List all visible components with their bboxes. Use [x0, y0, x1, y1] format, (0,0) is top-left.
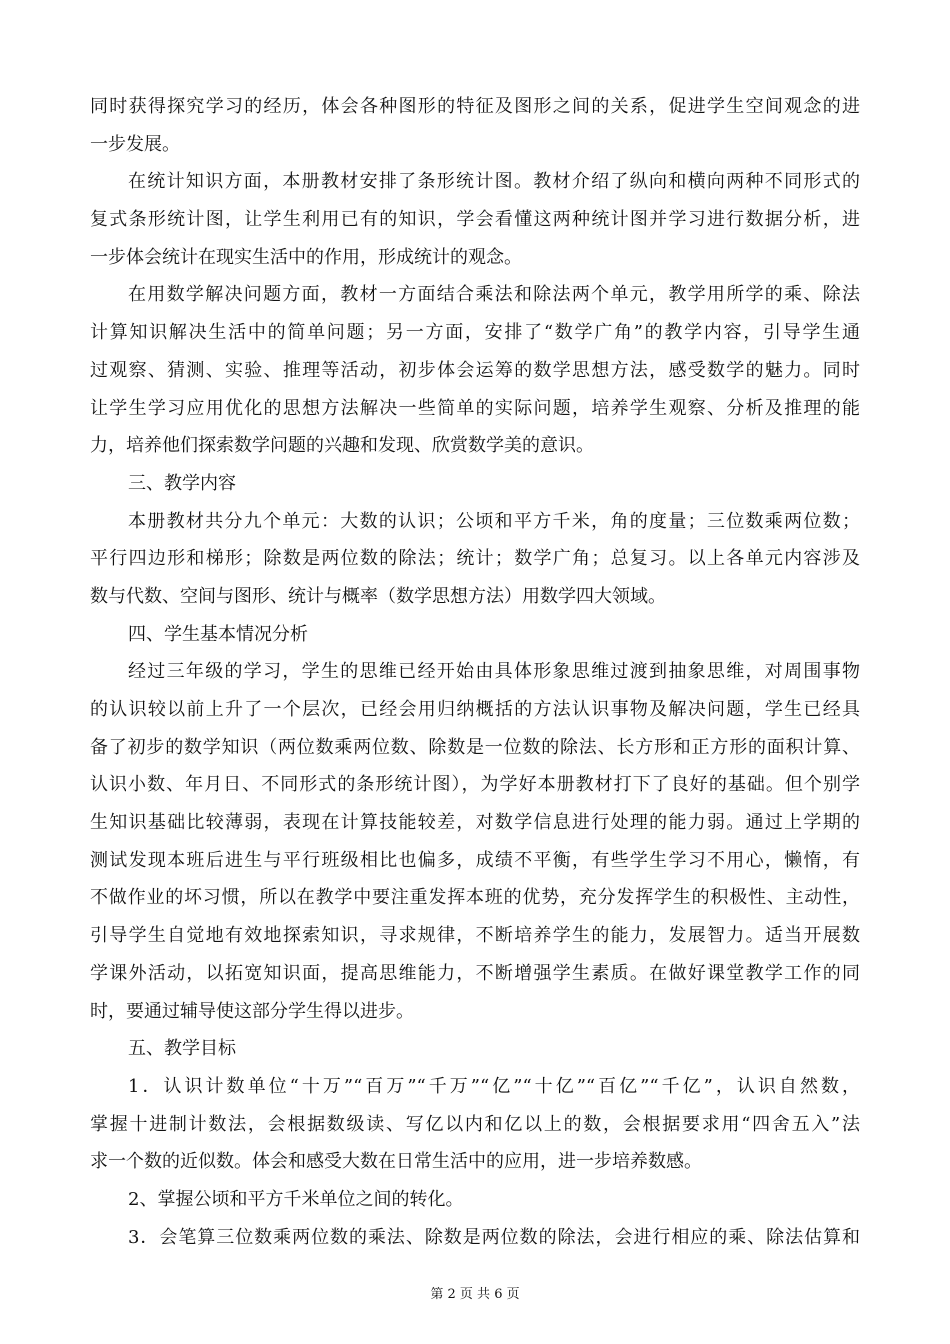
text-line: 3．会笔算三位数乘两位数的乘法、除数是两位数的除法，会进行相应的乘、除法估算和 — [128, 1226, 860, 1248]
text-line: 生知识基础比较薄弱，表现在计算技能较差，对数学信息进行处理的能力弱。通过上学期的 — [90, 812, 860, 834]
text-line: 复式条形统计图，让学生利用已有的知识，学会看懂这两种统计图并学习进行数据分析，进 — [90, 209, 860, 231]
text-line: 学课外活动，以拓宽知识面，提高思维能力，不断增强学生素质。在做好课堂教学工作的同 — [90, 962, 860, 984]
text-line: 一步体会统计在现实生活中的作用，形成统计的观念。 — [90, 246, 522, 268]
text-line: 过观察、猜测、实验、推理等活动，初步体会运筹的数学思想方法，感受数学的魅力。同时 — [90, 359, 860, 381]
text-line: 同时获得探究学习的经历，体会各种图形的特征及图形之间的关系，促进学生空间观念的进 — [90, 96, 860, 117]
page-number-footer: 第 2 页 共 6 页 — [430, 1287, 520, 1302]
text-line: 经过三年级的学习，学生的思维已经开始由具体形象思维过渡到抽象思维，对周围事物 — [128, 661, 860, 683]
text-line: 引导学生自觉地有效地探索知识，寻求规律，不断培养学生的能力，发展智力。适当开展数 — [90, 925, 860, 947]
text-line: 让学生学习应用优化的思想方法解决一些简单的实际问题，培养学生观察、分析及推理的能 — [90, 397, 860, 419]
text-line: 数与代数、空间与图形、统计与概率（数学思想方法）用数学四大领域。 — [90, 585, 666, 607]
text-line: 测试发现本班后进生与平行班级相比也偏多，成绩不平衡，有些学生学习不用心，懒惰，有 — [90, 849, 860, 871]
text-line: 求一个数的近似数。体会和感受大数在日常生活中的应用，进一步培养数感。 — [90, 1151, 702, 1173]
text-line: 掌握十进制计数法，会根据数级读、写亿以内和亿以上的数，会根据要求用“四舍五入”法 — [90, 1113, 860, 1135]
text-line: 力，培养他们探索数学问题的兴趣和发现、欣赏数学美的意识。 — [90, 435, 594, 457]
text-line: 的认识较以前上升了一个层次，已经会用归纳概括的方法认识事物及解决问题，学生已经具 — [90, 699, 860, 720]
text-line: 在统计知识方面，本册教材安排了条形统计图。教材介绍了纵向和横向两种不同形式的 — [128, 171, 860, 193]
text-line: 本册教材共分九个单元：大数的认识；公顷和平方千米，角的度量；三位数乘两位数； — [128, 510, 860, 532]
text-line: 备了初步的数学知识（两位数乘两位数、除数是一位数的除法、长方形和正方形的面积计算、 — [90, 736, 860, 758]
text-line: 认识小数、年月日、不同形式的条形统计图），为学好本册教材打下了良好的基础。但个别学 — [90, 774, 860, 796]
text-line: 不做作业的坏习惯，所以在教学中要注重发挥本班的优势，充分发挥学生的积极性、主动性， — [90, 887, 860, 909]
text-line: 计算知识解决生活中的简单问题；另一方面，安排了“数学广角”的教学内容，引导学生通 — [90, 322, 860, 344]
text-line: 1．认识计数单位“十万”“百万”“千万”“亿”“十亿”“百亿”“千亿”，认识自然数， — [128, 1075, 860, 1097]
text-line: 在用数学解决问题方面，教材一方面结合乘法和除法两个单元，教学用所学的乘、除法 — [128, 284, 860, 306]
section-heading: 三、教学内容 — [128, 472, 236, 494]
section-heading: 五、教学目标 — [128, 1038, 236, 1060]
text-line: 平行四边形和梯形；除数是两位数的除法；统计；数学广角；总复习。以上各单元内容涉及 — [90, 548, 860, 570]
section-heading: 四、学生基本情况分析 — [128, 623, 308, 645]
text-line: 一步发展。 — [90, 133, 180, 155]
document-body — [90, 88, 860, 1256]
text-line: 时，要通过辅导使这部分学生得以进步。 — [90, 1000, 414, 1022]
text-line: 2、掌握公顷和平方千米单位之间的转化。 — [128, 1188, 464, 1210]
